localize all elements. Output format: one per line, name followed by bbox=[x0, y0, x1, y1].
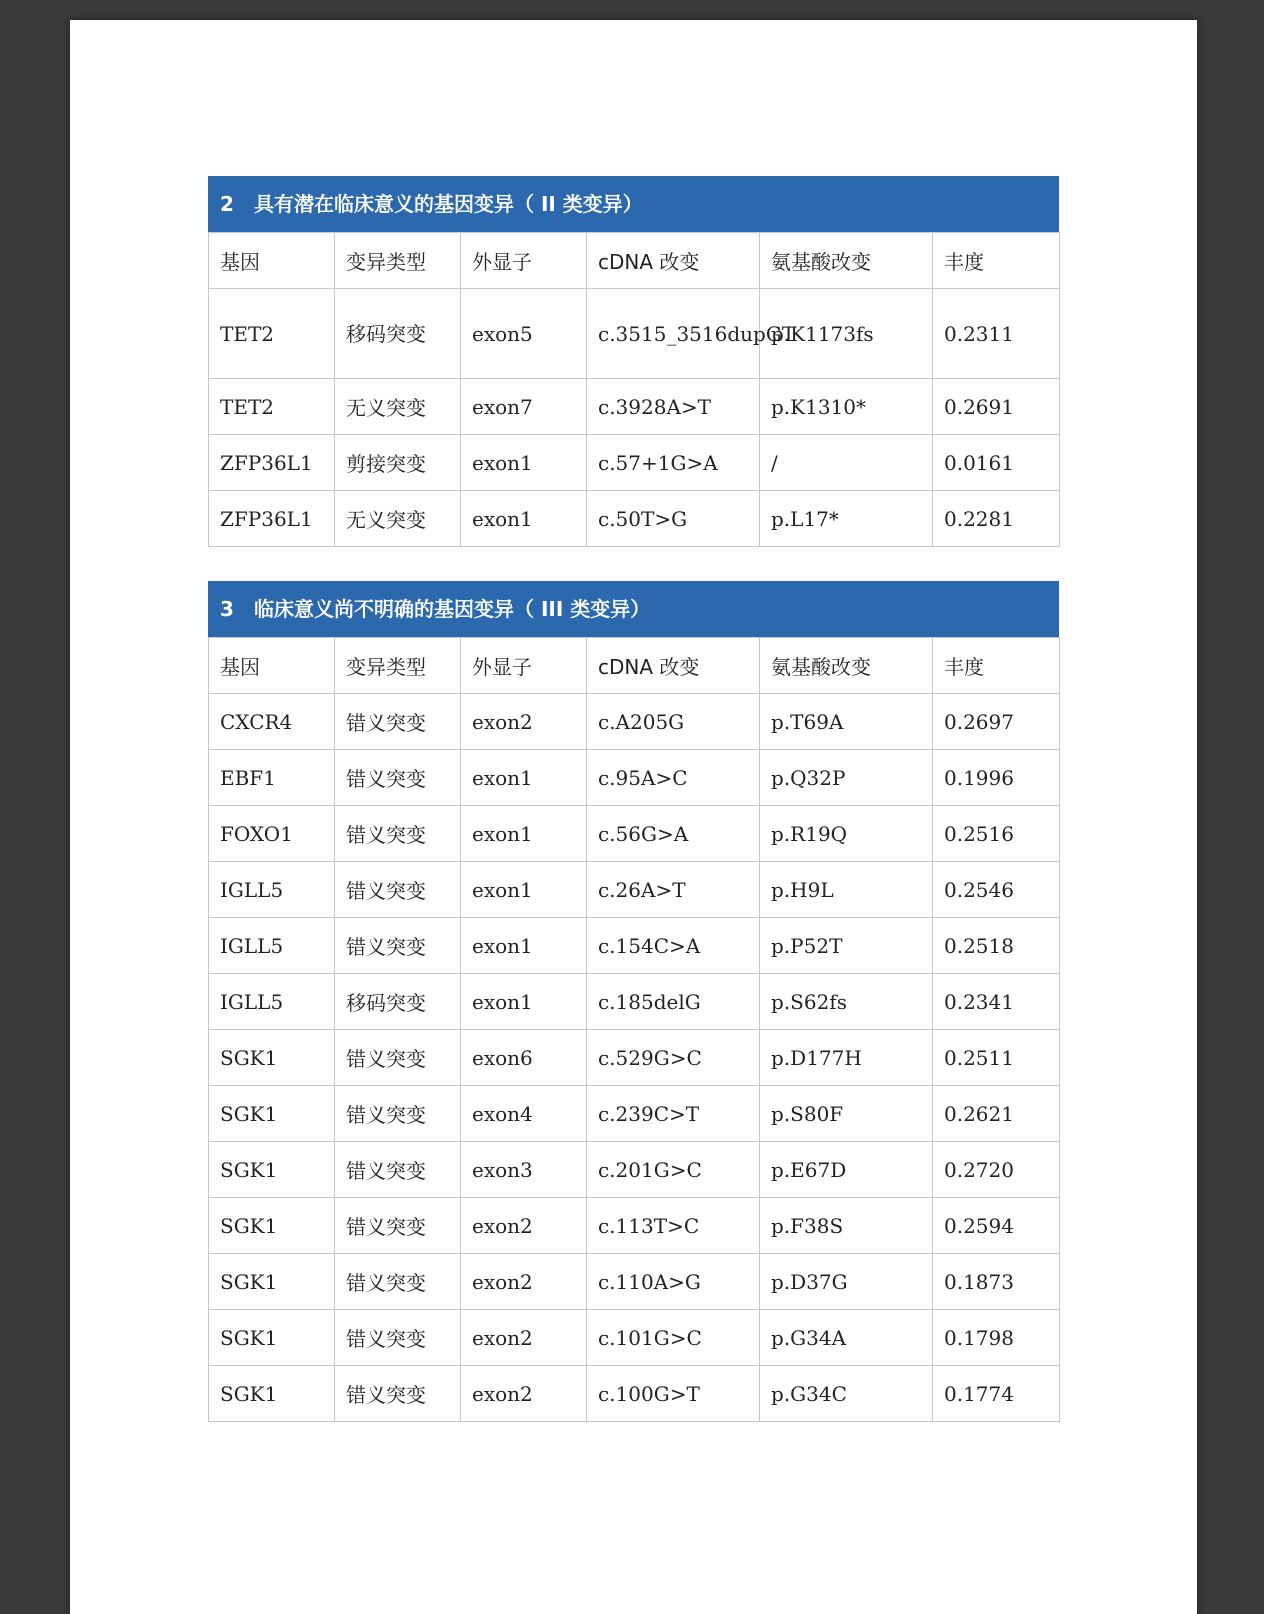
cell-gene: SGK1 bbox=[209, 1366, 335, 1422]
cell-amino-acid-change: p.G34A bbox=[760, 1310, 933, 1366]
variant-table bbox=[208, 232, 1060, 547]
cell-cdna-change: c.529G>C bbox=[587, 1030, 760, 1086]
cell-variant-type: 错义突变 bbox=[335, 918, 461, 974]
cell-exon: exon2 bbox=[461, 1254, 587, 1310]
cell-amino-acid-change: p.Q32P bbox=[760, 750, 933, 806]
cell-abundance: 0.2546 bbox=[933, 862, 1060, 918]
cell-variant-type: 移码突变 bbox=[335, 289, 461, 379]
cell-amino-acid-change: p.D37G bbox=[760, 1254, 933, 1310]
section-title: 临床意义尚不明确的基因变异（ III 类变异） bbox=[254, 597, 651, 621]
cell-abundance: 0.2691 bbox=[933, 379, 1060, 435]
cell-cdna-change: c.239C>T bbox=[587, 1086, 760, 1142]
cell-exon: exon1 bbox=[461, 806, 587, 862]
cell-abundance: 0.1798 bbox=[933, 1310, 1060, 1366]
cell-abundance: 0.2311 bbox=[933, 289, 1060, 379]
cell-gene: SGK1 bbox=[209, 1086, 335, 1142]
cell-exon: exon1 bbox=[461, 918, 587, 974]
cell-amino-acid-change: p.S62fs bbox=[760, 974, 933, 1030]
cell-amino-acid-change: p.K1173fs bbox=[760, 289, 933, 379]
header-gene: 基因 bbox=[209, 233, 335, 289]
table-row bbox=[209, 918, 1060, 974]
cell-amino-acid-change: p.S80F bbox=[760, 1086, 933, 1142]
header-amino-acid-change: 氨基酸改变 bbox=[760, 233, 933, 289]
cell-exon: exon5 bbox=[461, 289, 587, 379]
cell-exon: exon1 bbox=[461, 974, 587, 1030]
cell-variant-type: 错义突变 bbox=[335, 1142, 461, 1198]
cell-exon: exon1 bbox=[461, 491, 587, 547]
table-row bbox=[209, 1310, 1060, 1366]
table-row bbox=[209, 750, 1060, 806]
header-abundance: 丰度 bbox=[933, 233, 1060, 289]
cell-variant-type: 错义突变 bbox=[335, 1198, 461, 1254]
section-title: 具有潜在临床意义的基因变异（ II 类变异） bbox=[254, 192, 643, 216]
header-exon: 外显子 bbox=[461, 638, 587, 694]
cell-amino-acid-change: p.G34C bbox=[760, 1366, 933, 1422]
cell-cdna-change: c.100G>T bbox=[587, 1366, 760, 1422]
section-header bbox=[208, 176, 1059, 232]
cell-gene: SGK1 bbox=[209, 1030, 335, 1086]
cell-cdna-change: c.50T>G bbox=[587, 491, 760, 547]
cell-variant-type: 移码突变 bbox=[335, 974, 461, 1030]
table-row bbox=[209, 491, 1060, 547]
cell-exon: exon2 bbox=[461, 1310, 587, 1366]
table-header-row bbox=[209, 233, 1060, 289]
document-page bbox=[70, 20, 1197, 1614]
cell-amino-acid-change: p.R19Q bbox=[760, 806, 933, 862]
cell-amino-acid-change: p.F38S bbox=[760, 1198, 933, 1254]
cell-cdna-change: c.A205G bbox=[587, 694, 760, 750]
cell-gene: ZFP36L1 bbox=[209, 491, 335, 547]
cell-abundance: 0.2594 bbox=[933, 1198, 1060, 1254]
header-amino-acid-change: 氨基酸改变 bbox=[760, 638, 933, 694]
table-row bbox=[209, 862, 1060, 918]
cell-variant-type: 错义突变 bbox=[335, 1254, 461, 1310]
cell-amino-acid-change: p.E67D bbox=[760, 1142, 933, 1198]
cell-gene: FOXO1 bbox=[209, 806, 335, 862]
cell-exon: exon7 bbox=[461, 379, 587, 435]
cell-cdna-change: c.185delG bbox=[587, 974, 760, 1030]
section-class-ii-variants bbox=[208, 176, 1059, 547]
cell-variant-type: 错义突变 bbox=[335, 862, 461, 918]
cell-amino-acid-change: p.L17* bbox=[760, 491, 933, 547]
header-cdna-change: cDNA 改变 bbox=[587, 233, 760, 289]
cell-abundance: 0.2341 bbox=[933, 974, 1060, 1030]
cell-gene: IGLL5 bbox=[209, 974, 335, 1030]
cell-variant-type: 错义突变 bbox=[335, 1310, 461, 1366]
cell-cdna-change: c.113T>C bbox=[587, 1198, 760, 1254]
cell-abundance: 0.1996 bbox=[933, 750, 1060, 806]
cell-amino-acid-change: / bbox=[760, 435, 933, 491]
cell-exon: exon1 bbox=[461, 750, 587, 806]
table-row bbox=[209, 1254, 1060, 1310]
cell-abundance: 0.2697 bbox=[933, 694, 1060, 750]
cell-amino-acid-change: p.K1310* bbox=[760, 379, 933, 435]
cell-cdna-change: c.56G>A bbox=[587, 806, 760, 862]
cell-abundance: 0.1774 bbox=[933, 1366, 1060, 1422]
cell-abundance: 0.2511 bbox=[933, 1030, 1060, 1086]
cell-variant-type: 错义突变 bbox=[335, 1030, 461, 1086]
cell-abundance: 0.2621 bbox=[933, 1086, 1060, 1142]
section-number: 2 bbox=[220, 192, 234, 216]
table-row bbox=[209, 1198, 1060, 1254]
table-row bbox=[209, 435, 1060, 491]
variant-table bbox=[208, 637, 1060, 1422]
section-class-iii-variants bbox=[208, 581, 1059, 1422]
table-row bbox=[209, 1086, 1060, 1142]
header-variant-type: 变异类型 bbox=[335, 233, 461, 289]
cell-variant-type: 无义突变 bbox=[335, 379, 461, 435]
cell-cdna-change: c.110A>G bbox=[587, 1254, 760, 1310]
cell-exon: exon2 bbox=[461, 694, 587, 750]
cell-amino-acid-change: p.T69A bbox=[760, 694, 933, 750]
header-cdna-change: cDNA 改变 bbox=[587, 638, 760, 694]
cell-gene: TET2 bbox=[209, 289, 335, 379]
table-row bbox=[209, 1142, 1060, 1198]
cell-cdna-change: c.95A>C bbox=[587, 750, 760, 806]
cell-gene: SGK1 bbox=[209, 1310, 335, 1366]
table-row bbox=[209, 1366, 1060, 1422]
cell-gene: EBF1 bbox=[209, 750, 335, 806]
cell-variant-type: 无义突变 bbox=[335, 491, 461, 547]
cell-abundance: 0.0161 bbox=[933, 435, 1060, 491]
table-header-row bbox=[209, 638, 1060, 694]
cell-gene: CXCR4 bbox=[209, 694, 335, 750]
cell-exon: exon6 bbox=[461, 1030, 587, 1086]
cell-amino-acid-change: p.P52T bbox=[760, 918, 933, 974]
header-variant-type: 变异类型 bbox=[335, 638, 461, 694]
cell-cdna-change: c.26A>T bbox=[587, 862, 760, 918]
section-header bbox=[208, 581, 1059, 637]
cell-exon: exon1 bbox=[461, 862, 587, 918]
header-abundance: 丰度 bbox=[933, 638, 1060, 694]
cell-variant-type: 剪接突变 bbox=[335, 435, 461, 491]
cell-cdna-change: c.3515_3516dupGT bbox=[587, 289, 760, 379]
cell-gene: SGK1 bbox=[209, 1142, 335, 1198]
cell-variant-type: 错义突变 bbox=[335, 1366, 461, 1422]
cell-gene: ZFP36L1 bbox=[209, 435, 335, 491]
cell-gene: SGK1 bbox=[209, 1198, 335, 1254]
cell-abundance: 0.2516 bbox=[933, 806, 1060, 862]
cell-exon: exon3 bbox=[461, 1142, 587, 1198]
cell-exon: exon2 bbox=[461, 1198, 587, 1254]
section-number: 3 bbox=[220, 597, 234, 621]
cell-gene: IGLL5 bbox=[209, 862, 335, 918]
table-row bbox=[209, 806, 1060, 862]
cell-gene: SGK1 bbox=[209, 1254, 335, 1310]
cell-abundance: 0.1873 bbox=[933, 1254, 1060, 1310]
table-row bbox=[209, 289, 1060, 379]
cell-variant-type: 错义突变 bbox=[335, 750, 461, 806]
cell-abundance: 0.2281 bbox=[933, 491, 1060, 547]
cell-exon: exon2 bbox=[461, 1366, 587, 1422]
cell-cdna-change: c.57+1G>A bbox=[587, 435, 760, 491]
cell-gene: IGLL5 bbox=[209, 918, 335, 974]
cell-gene: TET2 bbox=[209, 379, 335, 435]
cell-exon: exon1 bbox=[461, 435, 587, 491]
cell-amino-acid-change: p.H9L bbox=[760, 862, 933, 918]
cell-exon: exon4 bbox=[461, 1086, 587, 1142]
cell-cdna-change: c.3928A>T bbox=[587, 379, 760, 435]
cell-amino-acid-change: p.D177H bbox=[760, 1030, 933, 1086]
cell-abundance: 0.2518 bbox=[933, 918, 1060, 974]
cell-variant-type: 错义突变 bbox=[335, 694, 461, 750]
cell-cdna-change: c.101G>C bbox=[587, 1310, 760, 1366]
cell-cdna-change: c.154C>A bbox=[587, 918, 760, 974]
table-row bbox=[209, 1030, 1060, 1086]
header-exon: 外显子 bbox=[461, 233, 587, 289]
table-row bbox=[209, 694, 1060, 750]
cell-variant-type: 错义突变 bbox=[335, 806, 461, 862]
cell-abundance: 0.2720 bbox=[933, 1142, 1060, 1198]
cell-variant-type: 错义突变 bbox=[335, 1086, 461, 1142]
table-row bbox=[209, 379, 1060, 435]
cell-cdna-change: c.201G>C bbox=[587, 1142, 760, 1198]
header-gene: 基因 bbox=[209, 638, 335, 694]
table-row bbox=[209, 974, 1060, 1030]
